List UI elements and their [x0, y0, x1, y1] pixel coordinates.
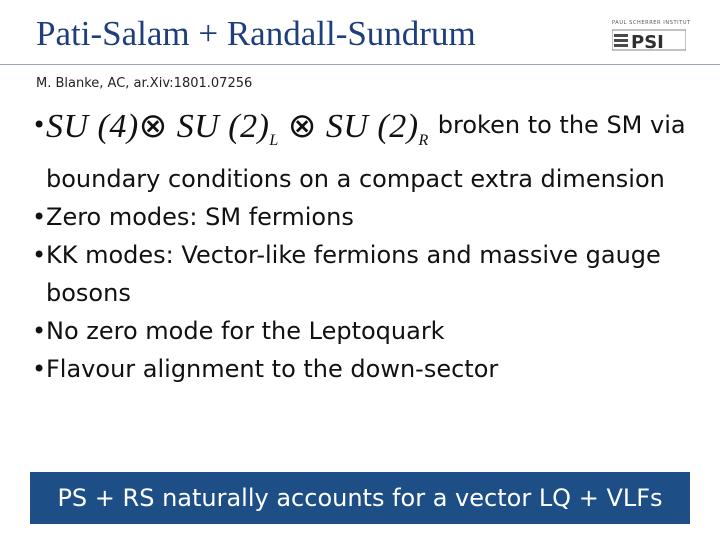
list-item — [32, 106, 692, 198]
bullet-text: Flavour alignment to the down-sector — [46, 354, 499, 383]
bullet-text: Zero modes: SM fermions — [46, 202, 354, 231]
list-item — [32, 236, 692, 312]
bullet-marker: • — [32, 202, 47, 231]
slide-title: Pati-Salam + Randall-Sundrum — [36, 14, 476, 53]
list-item — [32, 312, 692, 350]
psi-logo — [612, 20, 691, 54]
reference-citation: M. Blanke, AC, ar.Xiv:1801.07256 — [36, 76, 253, 91]
subscript-l: L — [269, 131, 279, 149]
bullet-marker: • — [32, 354, 47, 383]
bullet-text: No zero mode for the Leptoquark — [46, 316, 445, 345]
bullet-marker: • — [32, 316, 47, 345]
bullet-text: KK modes: Vector-like fermions and massive gauge bosons — [46, 240, 661, 307]
su4-term: SU (4) — [46, 108, 139, 145]
bullet-marker: • — [32, 111, 47, 139]
logo-institute-text: PAUL SCHERRER INSTITUT — [612, 20, 691, 26]
subscript-r: R — [418, 131, 429, 149]
conclusion-banner: PS + RS naturally accounts for a vector LQ + VLFs — [30, 472, 690, 524]
title-divider — [0, 64, 720, 65]
list-item — [32, 198, 692, 236]
tensor-product-symbol: ⊗ — [287, 108, 317, 145]
su2r-term: SU (2) — [325, 108, 419, 145]
tensor-product-symbol: ⊗ — [138, 108, 168, 145]
bullet-text: broken to the SM via boundary conditions on a compact extra dimension — [46, 111, 686, 193]
bullet-marker: • — [32, 240, 47, 269]
psi-logo-mark — [612, 26, 686, 52]
su2l-term: SU (2) — [176, 108, 270, 145]
list-item — [32, 350, 692, 388]
gauge-group-formula — [46, 108, 438, 149]
bullet-list — [32, 106, 692, 388]
logo-mark-text: PSI — [631, 32, 664, 52]
